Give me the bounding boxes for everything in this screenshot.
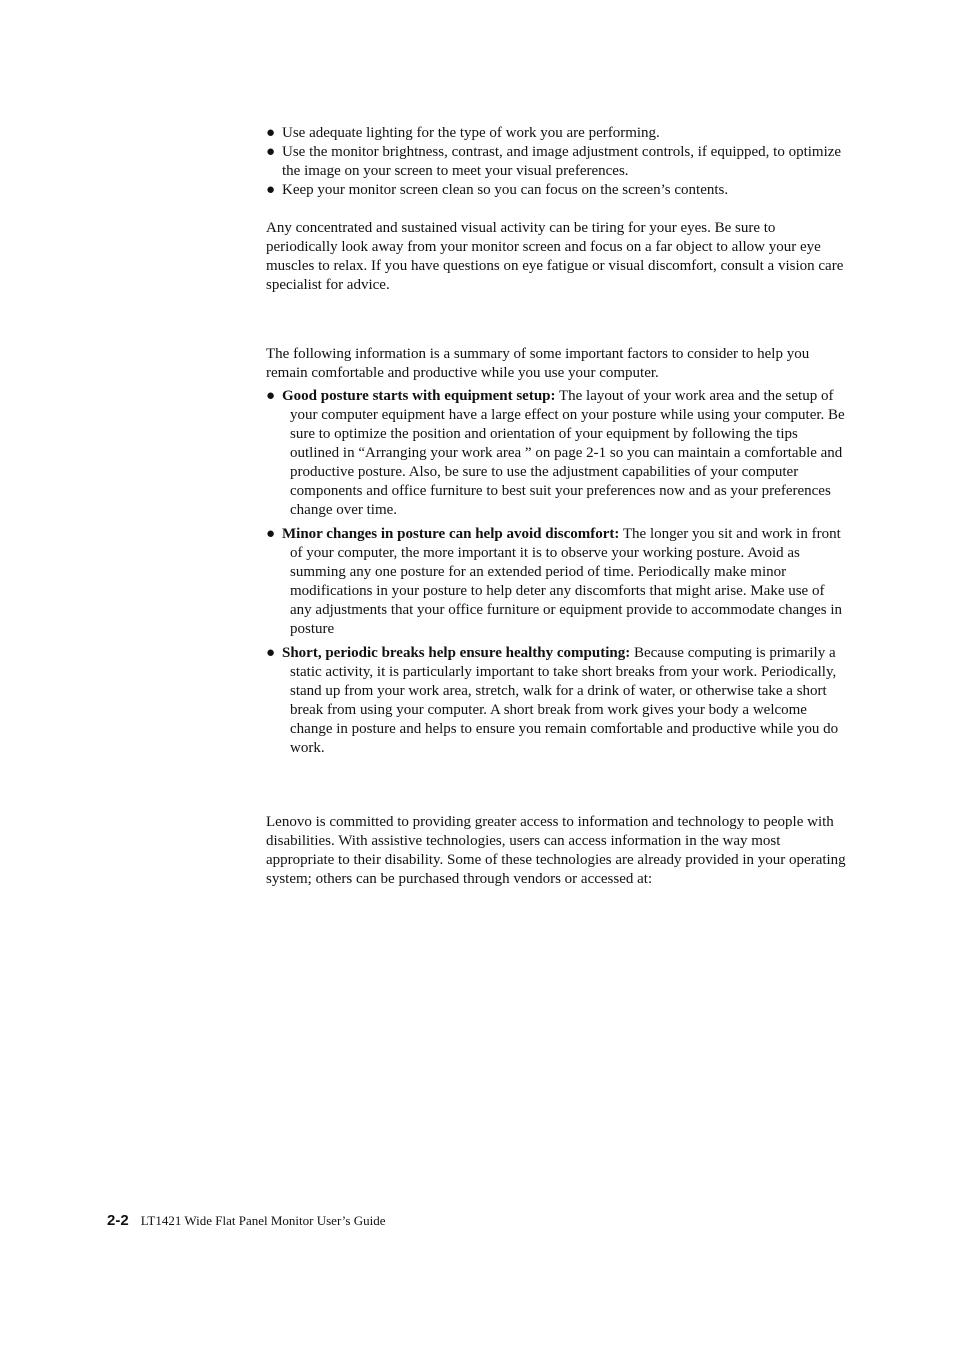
eye-care-list [266, 124, 846, 200]
list-item-heading: Good posture starts with equipment setup: [282, 388, 556, 404]
bullet-icon: ● [266, 526, 276, 542]
page-number: 2-2 [107, 1212, 129, 1229]
list-item [266, 387, 846, 520]
posture-list [266, 387, 846, 758]
list-item [266, 124, 846, 143]
footer-title: LT1421 Wide Flat Panel Monitor User’s Guide [140, 1213, 386, 1228]
eye-fatigue-paragraph: Any concentrated and sustained visual activity can be tiring for your eyes. Be sure to periodically look away from your monitor screen and focus on a far object to allow your eye muscles to relax. If you have questions on eye fatigue or visual discomfort, consult a vision care specialist for advice. [266, 220, 844, 293]
list-item-text: Because computing is primarily a static activity, it is particularly important to take short breaks from your work. Periodically, stand up from your work area, stretch, walk for a drink of water, or otherwise take a short break from using your computer. A short break from work gives your body a welcome change in posture and helps to ensure you remain comfortable and productive while you do work. [290, 645, 839, 756]
list-item [266, 143, 846, 181]
list-item-heading: Short, periodic breaks help ensure healthy computing: [282, 645, 631, 661]
bullet-icon: ● [266, 645, 276, 661]
list-item-text: Keep your monitor screen clean so you can focus on the screen’s contents. [282, 182, 729, 198]
bullet-icon: ● [266, 144, 276, 160]
list-item [266, 644, 846, 758]
accessibility-paragraph: Lenovo is committed to providing greater access to information and technology to people with disabilities. With assistive technologies, users can access information in the way most appropriate to their disability. Some of these technologies are already provided in your operating system; others can be purchased through vendors or accessed at: [266, 814, 846, 887]
bullet-icon: ● [266, 182, 276, 198]
bullet-icon: ● [266, 388, 276, 404]
bullet-icon: ● [266, 125, 276, 141]
page-content [266, 124, 846, 889]
list-item [266, 181, 846, 200]
list-item-text: The layout of your work area and the setup of your computer equipment have a large effect on your posture while using your computer. Be sure to optimize the position and orientation of your equipment by following the tips outlined in “Arranging your work area ” on page 2-1 so you can maintain a comfortable and productive posture. Also, be sure to use the adjustment capabilities of your computer components and office furniture to best suit your preferences now and as your preferences change over time. [290, 388, 845, 518]
list-item-text: Use adequate lighting for the type of work you are performing. [282, 125, 660, 141]
list-item-text: Use the monitor brightness, contrast, and image adjustment controls, if equipped, to optimize the image on your screen to meet your visual preferences. [282, 144, 842, 179]
list-item-heading: Minor changes in posture can help avoid discomfort: [282, 526, 620, 542]
list-item [266, 525, 846, 639]
list-item-text: The longer you sit and work in front of your computer, the more important it is to observe your working posture. Avoid as summing any one posture for an extended period of time. Periodically make minor modifications in your posture to help deter any discomforts that might arise. Make use of any adjustments that your office furniture or equipment provide to accommodate changes in posture [290, 526, 843, 637]
page-footer [107, 1212, 385, 1229]
posture-intro-paragraph: The following information is a summary of some important factors to consider to help you remain comfortable and productive while you use your computer. [266, 346, 810, 381]
